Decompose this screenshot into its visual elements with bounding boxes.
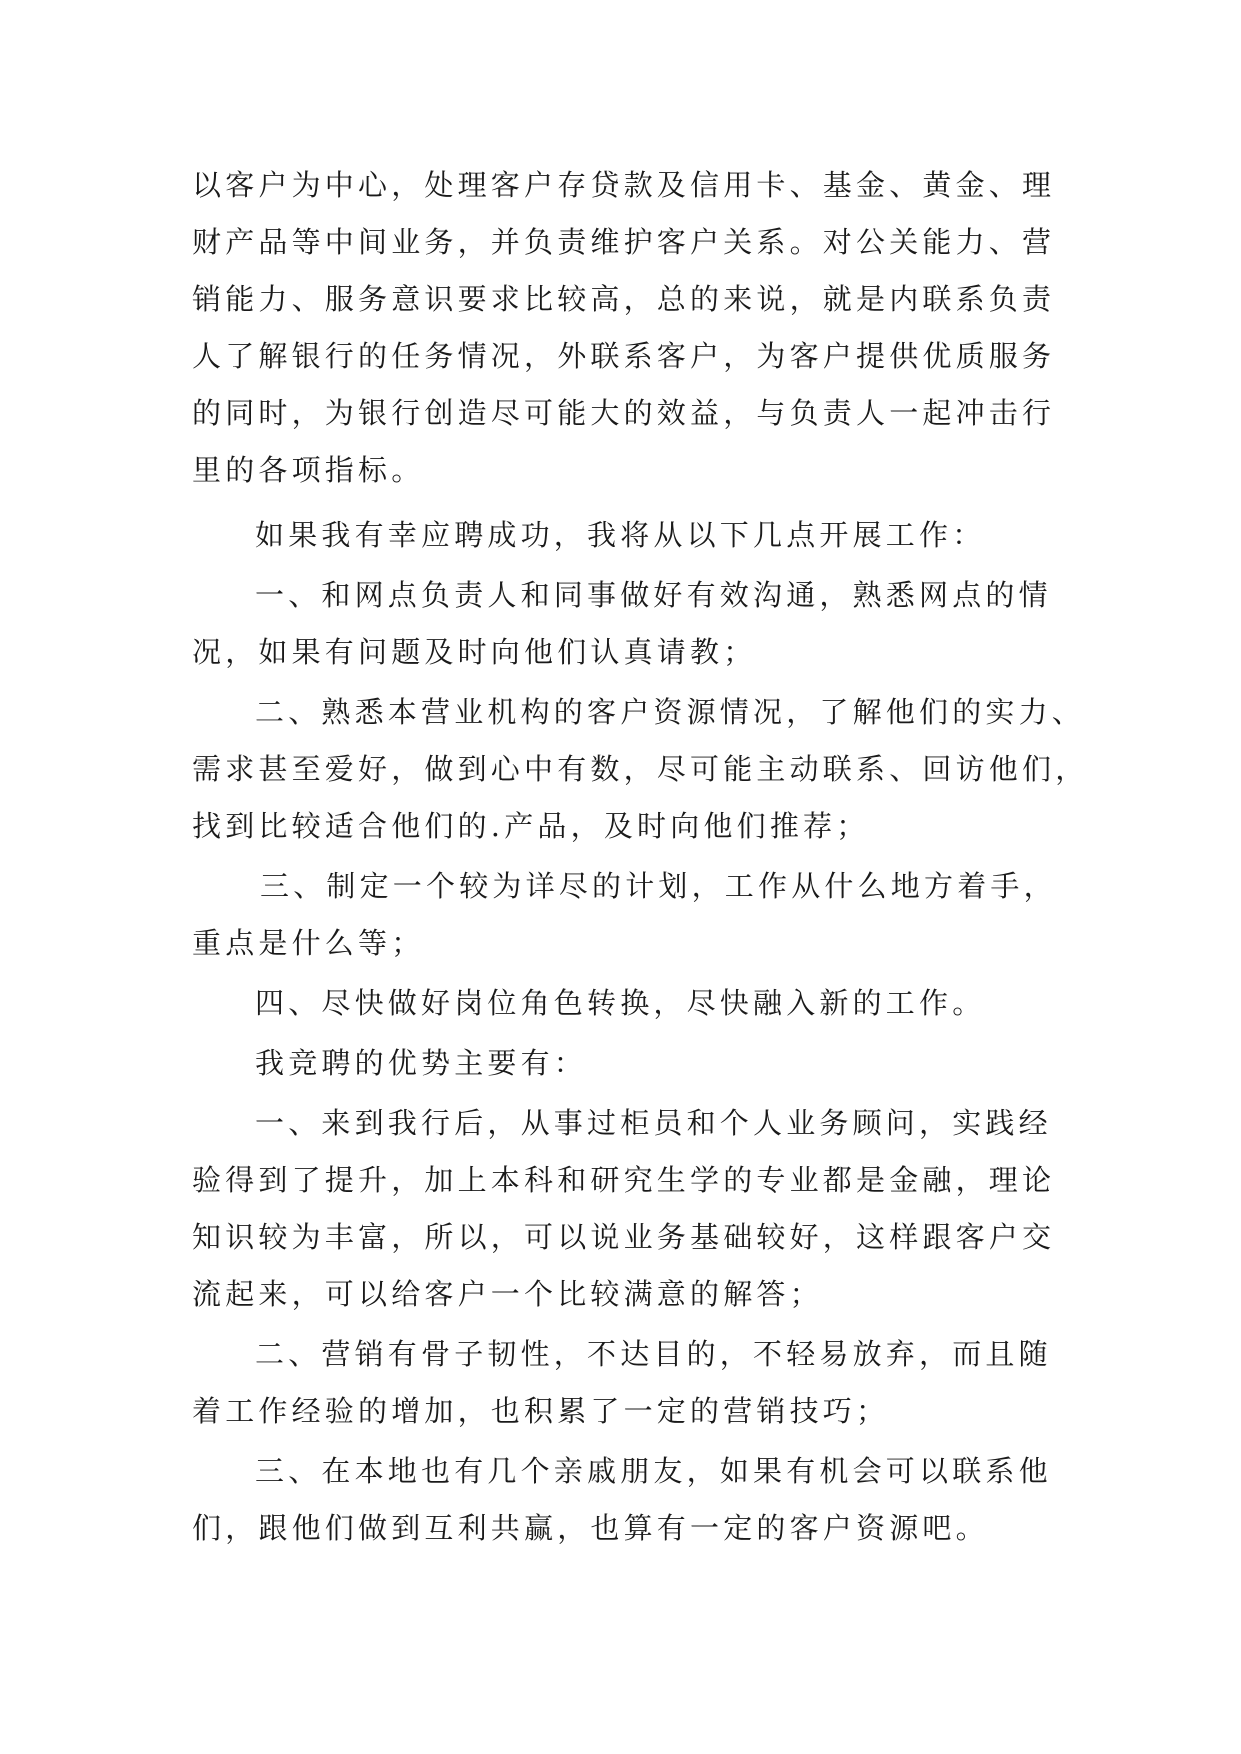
text-line: 们，跟他们做到互利共赢，也算有一定的客户资源吧。 [192, 1511, 989, 1545]
text-line: 况，如果有问题及时向他们认真请教； [192, 635, 757, 669]
text-line: 财产品等中间业务，并负责维护客户关系。对公关能力、营 [192, 225, 1056, 259]
text-line: 以客户为中心，处理客户存贷款及信用卡、基金、黄金、理 [192, 168, 1056, 202]
text-line: 流起来，可以给客户一个比较满意的解答； [192, 1277, 823, 1311]
text-line: 里的各项指标。 [192, 453, 425, 487]
paragraph-first-line: 一、来到我行后，从事过柜员和个人业务顾问，实践经 [255, 1106, 1052, 1140]
paragraph-first-line: 三、制定一个较为详尽的计划，工作从什么地方着手， [260, 869, 1057, 903]
paragraph-first-line: 我竞聘的优势主要有： [255, 1046, 588, 1080]
paragraph-first-line: 三、在本地也有几个亲戚朋友，如果有机会可以联系他 [255, 1454, 1052, 1488]
paragraph-first-line: 如果我有幸应聘成功，我将从以下几点开展工作： [255, 518, 986, 552]
paragraph-first-line: 二、熟悉本营业机构的客户资源情况，了解他们的实力、 [255, 695, 1086, 729]
text-line: 验得到了提升，加上本科和研究生学的专业都是金融，理论 [192, 1163, 1056, 1197]
paragraph-first-line: 二、营销有骨子韧性，不达目的，不轻易放弃，而且随 [255, 1337, 1052, 1371]
text-line: 重点是什么等； [192, 926, 425, 960]
text-line: 销能力、服务意识要求比较高，总的来说，就是内联系负责 [192, 282, 1056, 316]
text-line: 的同时，为银行创造尽可能大的效益，与负责人一起冲击行 [192, 396, 1056, 430]
paragraph-first-line: 四、尽快做好岗位角色转换，尽快融入新的工作。 [255, 986, 986, 1020]
text-line: 着工作经验的增加，也积累了一定的营销技巧； [192, 1394, 890, 1428]
text-line: 知识较为丰富，所以，可以说业务基础较好，这样跟客户交 [192, 1220, 1056, 1254]
text-line: 人了解银行的任务情况，外联系客户，为客户提供优质服务 [192, 339, 1056, 373]
text-line: 找到比较适合他们的.产品，及时向他们推荐； [192, 809, 870, 843]
text-line: 需求甚至爱好，做到心中有数，尽可能主动联系、回访他们， [192, 752, 1089, 786]
paragraph-first-line: 一、和网点负责人和同事做好有效沟通，熟悉网点的情 [255, 578, 1052, 612]
